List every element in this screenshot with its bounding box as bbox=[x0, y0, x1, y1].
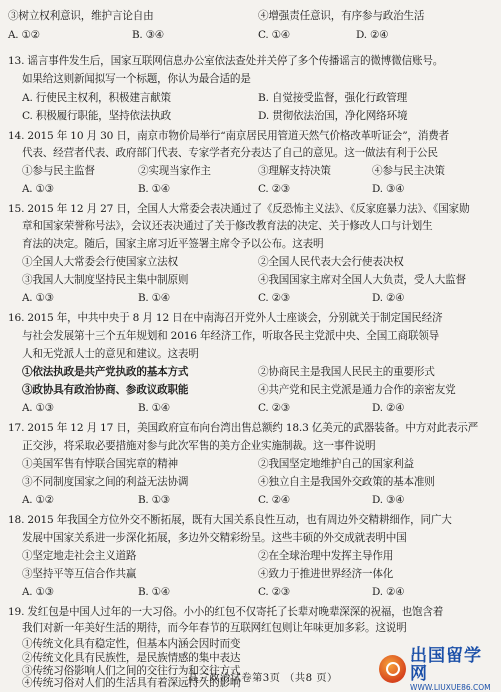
text-line: C. 积极履行职能，坚持依法执政 bbox=[22, 110, 171, 122]
text-line: ①全国人大常委会行使国家立法权 bbox=[22, 256, 178, 268]
text-line: ④传统习俗对人们的生活具有着深远持久的影响 bbox=[22, 677, 241, 689]
text-line: A. ①③ bbox=[22, 183, 54, 195]
text-line: C. ②③ bbox=[258, 586, 290, 598]
text-line: B. ①③ bbox=[138, 494, 170, 506]
text-line: ④增强责任意识，有序参与政治生活 bbox=[258, 10, 425, 22]
text-line: B. ①④ bbox=[138, 292, 170, 304]
text-line: 19. 发红包是中国人过年的一大习俗。小小的红包不仅寄托了长辈对晚辈深深的祝福，也饱含着 bbox=[8, 606, 444, 618]
text-line: ④独立自主是我国外交政策的基本准则 bbox=[258, 476, 435, 488]
text-line: D. ②④ bbox=[372, 292, 405, 304]
text-line: 14. 2015 年 10 月 30 日，南京市物价局举行“南京居民用管道天然气价格改革听证会”，消费者 bbox=[8, 130, 449, 142]
text-line: A. ①③ bbox=[22, 402, 54, 414]
text-line: 章和国家荣誉称号法》，会议还表决通过了关于修改教育法的决定、关于修改人口与计划生 bbox=[22, 220, 433, 232]
text-line: B. 自觉接受监督，强化行政管理 bbox=[258, 92, 408, 104]
text-line: ②全国人民代表大会行使表决权 bbox=[258, 256, 404, 268]
text-line: ③坚持平等互信合作共赢 bbox=[22, 568, 137, 580]
text-line: ④致力于推进世界经济一体化 bbox=[258, 568, 394, 580]
text-line: 如果给这则新闻拟写一个标题，你认为最合适的是 bbox=[22, 73, 251, 85]
text-line: ④参与民主决策 bbox=[372, 165, 445, 177]
text-line: ①坚定地走社会主义道路 bbox=[22, 550, 137, 562]
text-line: ①依法执政是共产党执政的基本方式 bbox=[22, 366, 189, 378]
text-line: ①美国军售有悖联合国宪章的精神 bbox=[22, 458, 178, 470]
text-line: ③树立权利意识，维护言论自由 bbox=[8, 10, 154, 22]
text-line: 我们对新一年美好生活的期待，而今年春节的互联网红包则让年味更加多彩。这说明 bbox=[22, 622, 407, 634]
text-line: ③我国人大制度坚持民主集中制原则 bbox=[22, 274, 189, 286]
text-line: A. 行使民主权利，积极建言献策 bbox=[22, 92, 171, 104]
text-line: B. ③④ bbox=[132, 29, 164, 41]
text-line: ②在全球治理中发挥主导作用 bbox=[258, 550, 394, 562]
watermark-title: 出国留学网 bbox=[410, 645, 483, 684]
text-line: ③理解支持决策 bbox=[258, 165, 331, 177]
text-line: ③政协具有政治协商、参政议政职能 bbox=[22, 384, 189, 396]
text-line: 15. 2015 年 12 月 27 日，全国人大常委会表决通过了《反恐怖主义法》、《反家庭暴力法》、《国家勋 bbox=[8, 203, 470, 215]
text-line: B. ①④ bbox=[138, 183, 170, 195]
text-line: 发展中国家关系进一步深化拓展，多边外交精彩纷呈。这些丰硕的外交成就表明中国 bbox=[22, 532, 407, 544]
text-line: A. ①② bbox=[8, 29, 40, 41]
text-line: D. ②④ bbox=[356, 29, 389, 41]
text-line: ④共产党和民主党派是通力合作的亲密友党 bbox=[258, 384, 456, 396]
text-line: 人和无党派人士的意见和建议。这表明 bbox=[22, 348, 199, 360]
watermark-logo-icon bbox=[379, 655, 406, 683]
text-line: C. ①④ bbox=[258, 29, 290, 41]
text-line: ②传统文化具有民族性，是民族情感的集中表达 bbox=[22, 652, 241, 664]
text-line: C. ②③ bbox=[258, 292, 290, 304]
text-line: ③传统习俗影响人们之间的交往行为和交往方式 bbox=[22, 665, 241, 677]
watermark bbox=[379, 645, 497, 692]
text-line: A. ①② bbox=[22, 494, 54, 506]
text-line: ②实现当家作主 bbox=[138, 165, 211, 177]
text-line: D. ③④ bbox=[372, 494, 405, 506]
text-line: A. ①③ bbox=[22, 586, 54, 598]
text-line: ③不同制度国家之间的利益无法协调 bbox=[22, 476, 189, 488]
text-line: D. ②④ bbox=[372, 586, 405, 598]
text-line: C. ②③ bbox=[258, 183, 290, 195]
text-line: C. ②④ bbox=[258, 494, 290, 506]
page-footer: 高三政治试卷第3页 （共8 页） bbox=[188, 673, 338, 684]
text-line: ②我国坚定地维护自己的国家利益 bbox=[258, 458, 414, 470]
text-line: 与社会发展第十三个五年规划和 2016 年经济工作，听取各民主党派中央、全国工商联领导 bbox=[22, 330, 440, 342]
text-line: 17. 2015 年 12 月 17 日，美国政府宣布向台湾出售总额约 18.3 亿美元的武器装备。中方对此表示严 bbox=[8, 422, 479, 434]
text-line: 13. 谣言事件发生后，国家互联网信息办公室依法查处并关停了多个传播谣言的微博微信账号。 bbox=[8, 55, 444, 67]
text-line: D. 贯彻依法治国，净化网络环境 bbox=[258, 110, 408, 122]
watermark-url: WWW.LIUXUE86.COM bbox=[410, 682, 491, 692]
text-line: 18. 2015 年我国全方位外交不断拓展，既有大国关系良性互动，也有周边外交精耕细作，同广大 bbox=[8, 514, 452, 526]
text-line: 代表、经营者代表、政府部门代表、专家学者充分表达了自己的意见。这一做法有利于公民 bbox=[22, 147, 438, 159]
text-line: D. ②④ bbox=[372, 402, 405, 414]
text-line: C. ②③ bbox=[258, 402, 290, 414]
text-line: A. ①③ bbox=[22, 292, 54, 304]
text-line: 正交涉，将采取必要措施对参与此次军售的美方企业实施制裁。这一事件说明 bbox=[22, 440, 376, 452]
text-line: 育法的决定。随后，国家主席习近平签署主席令予以公布。这表明 bbox=[22, 238, 324, 250]
text-line: B. ①④ bbox=[138, 586, 170, 598]
text-line: 16. 2015 年，中共中央于 8 月 12 日在中南海召开党外人士座谈会，分别就关于制定国民经济 bbox=[8, 312, 443, 324]
text-line: ④我国国家主席对全国人大负责，受人大监督 bbox=[258, 274, 466, 286]
text-line: ①参与民主监督 bbox=[22, 165, 95, 177]
text-line: B. ①④ bbox=[138, 402, 170, 414]
text-line: D. ③④ bbox=[372, 183, 405, 195]
text-line: ①传统文化具有稳定性，但基本内涵会因时而变 bbox=[22, 638, 241, 650]
text-line: ②协商民主是我国人民民主的重要形式 bbox=[258, 366, 435, 378]
